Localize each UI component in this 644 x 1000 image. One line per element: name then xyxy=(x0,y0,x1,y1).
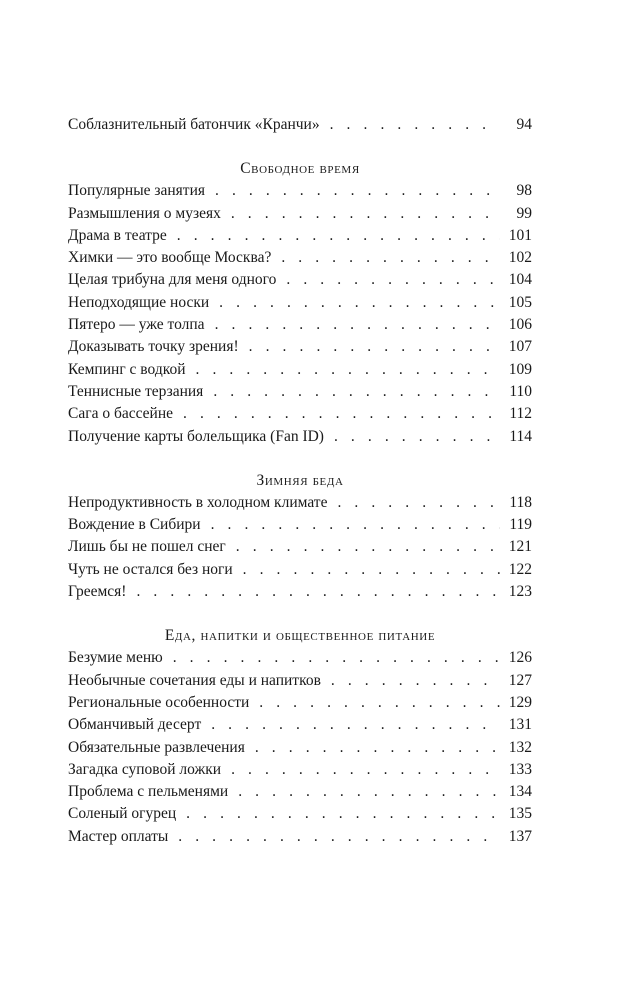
toc-entry xyxy=(68,403,532,425)
toc-entry-page: 132 xyxy=(508,738,532,756)
toc-leader-dots xyxy=(136,581,500,603)
toc-leader-dots xyxy=(231,759,500,781)
toc-entry xyxy=(68,292,532,314)
toc-entry-page: 122 xyxy=(508,560,532,578)
toc-entry xyxy=(68,670,532,692)
toc-entry xyxy=(68,781,532,803)
toc-entry-page: 101 xyxy=(508,226,532,244)
toc-entry-page: 126 xyxy=(508,649,532,667)
toc-entry-title: Неподходящие носки xyxy=(68,293,210,311)
toc-entry xyxy=(68,581,532,603)
toc-leader-dots xyxy=(186,803,500,825)
toc-entry xyxy=(68,826,532,848)
toc-entry-page: 123 xyxy=(508,583,532,601)
toc-entry-page: 134 xyxy=(508,783,532,801)
toc-entry-title: Химки — это вообще Москва? xyxy=(68,249,272,267)
toc-leader-dots xyxy=(173,647,500,669)
toc-entry-title: Необычные сочетания еды и напитков xyxy=(68,671,321,689)
toc-entry-title: Обязательные развлечения xyxy=(68,738,245,756)
toc-entry-page: 94 xyxy=(516,116,532,133)
toc-leader-dots xyxy=(215,180,500,202)
toc-entry-page: 98 xyxy=(516,182,532,200)
toc-entry xyxy=(68,492,532,514)
toc-entry-title: Проблема с пельменями xyxy=(68,783,229,801)
toc-entry xyxy=(68,514,532,536)
toc-entry-page: 129 xyxy=(508,693,532,711)
toc-entry xyxy=(68,180,532,202)
toc-entry xyxy=(68,381,532,403)
toc-entry xyxy=(68,314,532,336)
toc-entry-page: 114 xyxy=(509,427,532,445)
toc-entry-page: 106 xyxy=(508,316,532,334)
toc-entry-title: Мастер оплаты xyxy=(68,827,169,845)
toc-entry-title: Региональные особенности xyxy=(68,693,250,711)
section-heading: Зимняя беда xyxy=(256,471,344,489)
toc-leader-dots xyxy=(231,203,500,225)
toc-entry xyxy=(68,647,532,669)
toc-leader-dots xyxy=(178,826,500,848)
toc-entry-title: Греемся! xyxy=(68,583,127,601)
toc-leader-dots xyxy=(211,514,500,536)
toc-entry-page: 112 xyxy=(509,405,532,423)
toc-leader-dots xyxy=(196,359,501,381)
toc-section xyxy=(68,470,532,603)
toc-entry-title: Доказывать точку зрения! xyxy=(68,338,239,356)
toc-entry-page: 118 xyxy=(509,493,532,511)
toc-entry xyxy=(68,203,532,225)
toc-entry xyxy=(68,536,532,558)
toc-leader-dots xyxy=(337,492,500,514)
toc-entry-page: 104 xyxy=(508,271,532,289)
toc-entry-title: Сага о бассейне xyxy=(68,405,174,423)
toc-entry-page: 121 xyxy=(508,538,532,556)
toc-entry-page: 133 xyxy=(508,760,532,778)
toc-entry-title: Лишь бы не пошел снег xyxy=(68,538,226,556)
toc-leader-dots xyxy=(286,269,500,291)
table-of-contents xyxy=(68,114,532,848)
toc-leader-dots xyxy=(211,714,500,736)
toc-entry-page: 110 xyxy=(509,382,532,400)
toc-entry xyxy=(68,759,532,781)
toc-section xyxy=(68,625,532,848)
toc-leader-dots xyxy=(236,536,500,558)
toc-entry xyxy=(68,336,532,358)
toc-leader-dots xyxy=(238,781,500,803)
toc-entry-page: 99 xyxy=(516,204,532,222)
toc-entry-title: Популярные занятия xyxy=(68,182,206,200)
toc-leader-dots xyxy=(331,670,500,692)
toc-leader-dots xyxy=(259,692,500,714)
toc-leader-dots xyxy=(255,737,500,759)
toc-entry xyxy=(68,426,532,448)
toc-leader-dots xyxy=(334,426,500,448)
toc-entry-title: Обманчивый десерт xyxy=(68,716,202,734)
toc-entry-title: Кемпинг с водкой xyxy=(68,360,186,378)
toc-leader-dots xyxy=(330,114,500,136)
toc-entry-page: 135 xyxy=(508,805,532,823)
toc-entry xyxy=(68,269,532,291)
toc-entry xyxy=(68,225,532,247)
toc-entry-title: Получение карты болельщика (Fan ID) xyxy=(68,427,324,445)
toc-entry xyxy=(68,714,532,736)
toc-entry xyxy=(68,359,532,381)
toc-entry xyxy=(68,559,532,581)
toc-entry-title: Загадка суповой ложки xyxy=(68,760,222,778)
toc-leader-dots xyxy=(243,559,500,581)
toc-entry-page: 107 xyxy=(508,338,532,356)
toc-entry-page: 109 xyxy=(508,360,532,378)
toc-entry-title: Размышления о музеях xyxy=(68,204,221,222)
toc-leader-dots xyxy=(183,403,500,425)
toc-entry-page: 127 xyxy=(508,671,532,689)
toc-entry xyxy=(68,803,532,825)
toc-entry xyxy=(68,692,532,714)
section-heading: Свободное время xyxy=(240,160,360,178)
toc-leader-dots xyxy=(215,314,500,336)
toc-entry-page: 131 xyxy=(508,716,532,734)
toc-entry-title: Соленый огурец xyxy=(68,805,177,823)
toc-entry-title: Чуть не остался без ноги xyxy=(68,560,233,578)
toc-leader-dots xyxy=(281,247,500,269)
toc-entry-page: 137 xyxy=(508,827,532,845)
toc-entry-page: 102 xyxy=(508,249,532,267)
toc-entry-page: 119 xyxy=(509,516,532,534)
toc-entry xyxy=(68,737,532,759)
toc-leader-dots xyxy=(177,225,500,247)
toc-entry-title: Целая трибуна для меня одного xyxy=(68,271,277,289)
toc-leader-dots xyxy=(249,336,500,358)
toc-entry-title: Непродуктивность в холодном климате xyxy=(68,493,328,511)
toc-entry xyxy=(68,114,532,136)
toc-entry-title: Пятеро — уже толпа xyxy=(68,316,205,334)
toc-section xyxy=(68,158,532,448)
toc-entry-title: Драма в театре xyxy=(68,226,167,244)
toc-entry-title: Вождение в Сибири xyxy=(68,516,201,534)
toc-entry-title: Теннисные терзания xyxy=(68,382,204,400)
toc-leader-dots xyxy=(219,292,500,314)
toc-entry-page: 105 xyxy=(508,293,532,311)
toc-entry-title: Безумие меню xyxy=(68,649,163,667)
toc-entry xyxy=(68,247,532,269)
section-heading: Еда, напитки и общественное питание xyxy=(164,627,436,645)
toc-entry-title: Соблазнительный батончик «Кранчи» xyxy=(68,116,320,133)
toc-leader-dots xyxy=(213,381,500,403)
